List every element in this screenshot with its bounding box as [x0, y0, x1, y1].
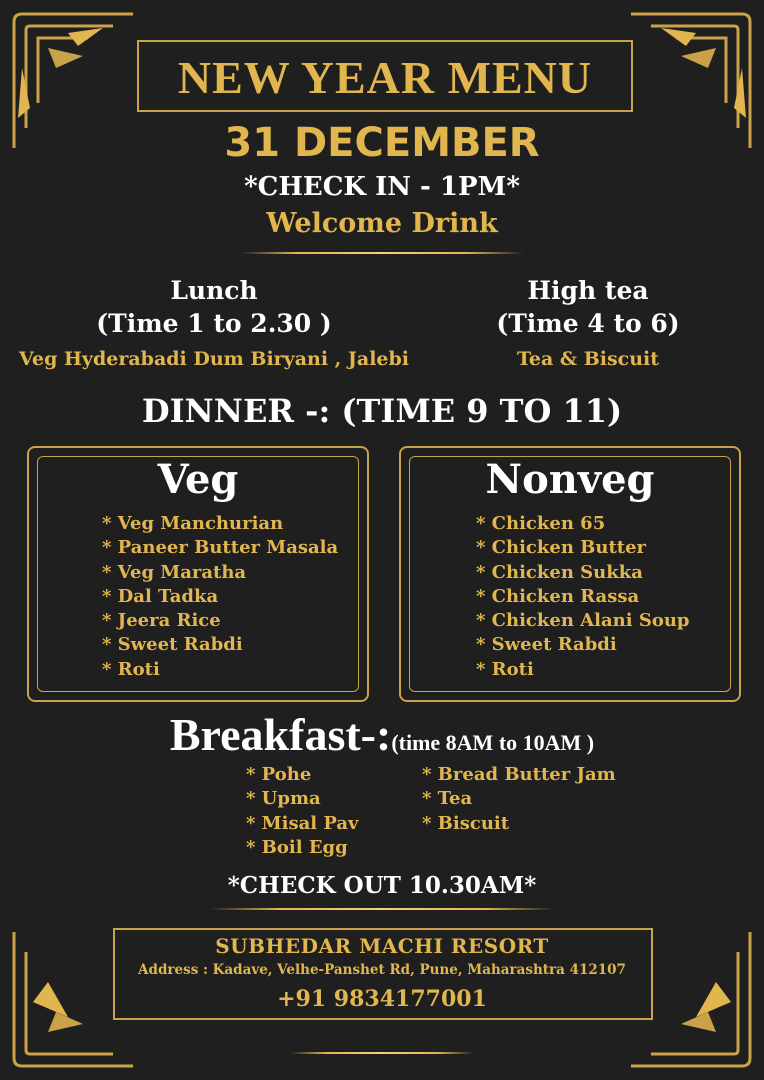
check-in-time: *CHECK IN - 1PM* — [244, 172, 520, 202]
menu-item: * Chicken Sukka — [476, 561, 643, 583]
menu-item: * Roti — [476, 658, 534, 680]
high-tea-section — [470, 274, 706, 370]
nonveg-title: Nonveg — [485, 456, 655, 503]
menu-item: * Misal Pav — [246, 812, 359, 834]
resort-address: Address : Kadave, Velhe-Panshet Rd, Pune, Maharashtra 412107 — [138, 962, 626, 978]
lunch-items: Veg Hyderabadi Dum Biryani , Jalebi — [18, 348, 410, 370]
page-title: NEW YEAR MENU — [177, 52, 593, 103]
menu-item: * Jeera Rice — [102, 610, 221, 632]
resort-phone: +91 9834177001 — [277, 986, 487, 1012]
breakfast-list-2 — [422, 763, 616, 836]
high-tea-time: (Time 4 to 6) — [496, 309, 680, 338]
menu-item: * Boil Egg — [246, 836, 348, 858]
menu-item: * Tea — [422, 788, 473, 810]
gold-divider — [210, 908, 554, 910]
lunch-section — [14, 274, 414, 370]
lunch-time: (Time 1 to 2.30 ) — [96, 309, 332, 338]
lunch-heading: Lunch — [170, 276, 258, 305]
resort-name: SUBHEDAR MACHI RESORT — [215, 934, 549, 958]
menu-item: * Chicken Alani Soup — [476, 610, 690, 632]
title-frame — [137, 40, 633, 112]
menu-item: * Dal Tadka — [102, 585, 219, 607]
veg-title: Veg — [157, 456, 239, 503]
high-tea-heading: High tea — [527, 276, 649, 305]
menu-item: * Sweet Rabdi — [476, 634, 617, 656]
check-out-time: *CHECK OUT 10.30AM* — [227, 872, 537, 899]
veg-menu-list — [102, 512, 338, 682]
gold-divider — [290, 1052, 474, 1054]
menu-item: * Roti — [102, 658, 160, 680]
menu-item: * Sweet Rabdi — [102, 634, 243, 656]
welcome-drink: Welcome Drink — [266, 208, 498, 239]
menu-item: * Bread Butter Jam — [422, 764, 616, 785]
dinner-heading: DINNER -: (TIME 9 TO 11) — [141, 392, 623, 430]
menu-item: * Upma — [246, 788, 321, 810]
menu-item: * Biscuit — [422, 812, 510, 834]
nonveg-menu-list — [476, 512, 690, 682]
breakfast-time: (time 8AM to 10AM ) — [391, 730, 595, 755]
menu-item: * Pohe — [246, 764, 312, 785]
breakfast-heading-row — [0, 708, 764, 761]
menu-item: * Chicken Rassa — [476, 585, 640, 607]
breakfast-heading: Breakfast-: — [169, 709, 392, 760]
menu-item: * Veg Manchurian — [102, 513, 284, 534]
menu-item: * Chicken 65 — [476, 513, 606, 534]
menu-item: * Chicken Butter — [476, 537, 647, 559]
breakfast-list-1 — [246, 763, 359, 860]
event-date: 31 DECEMBER — [224, 120, 540, 166]
menu-item: * Veg Maratha — [102, 561, 247, 583]
high-tea-items: Tea & Biscuit — [516, 348, 660, 370]
gold-divider — [240, 252, 524, 254]
menu-item: * Paneer Butter Masala — [102, 537, 339, 559]
